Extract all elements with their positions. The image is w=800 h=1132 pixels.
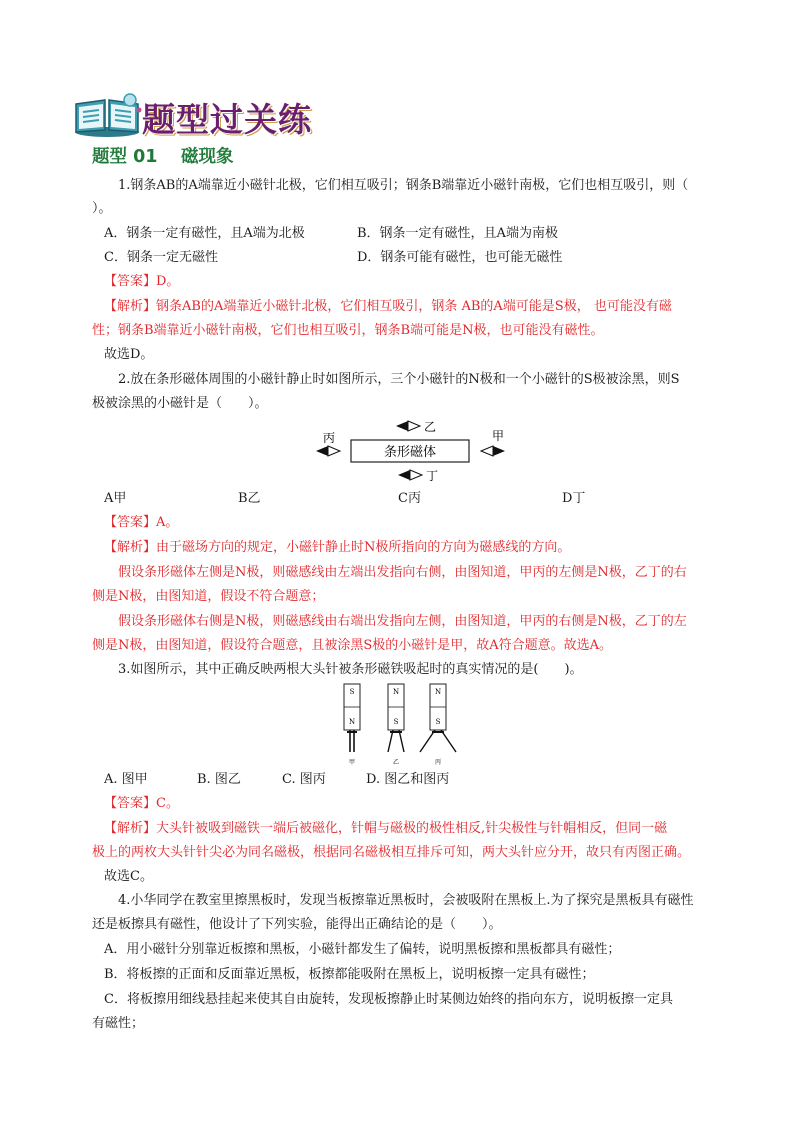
option-c: C．将板擦用细线悬挂起来使其自由旋转，发现板擦静止时某侧边始终的指向东方，说明板擦一定具	[104, 992, 673, 1007]
conclusion: 故选D。	[104, 347, 154, 362]
analysis: 【解析】大头针被吸到磁铁一端后被磁化，针帽与磁极的极性相反,针尖极性与针帽相反，但同一磁	[104, 821, 668, 836]
bar-magnet-figure	[313, 418, 533, 484]
analysis: 性；钢条B端靠近小磁针南极，它们也相互吸引，钢条B端可能是N极，也可能没有磁性。	[92, 323, 604, 338]
pins-magnet-figure	[330, 682, 470, 766]
analysis: 【解析】钢条AB的A端靠近小磁针北极，它们相互吸引，钢条 AB的A端可能是S极， 也可能没有磁	[104, 299, 672, 314]
compass-needle-bing	[316, 446, 340, 456]
question-stem: 1.钢条AB的A端靠近小磁针北极，它们相互吸引；钢条B端靠近小磁针南极，它们也相互吸引，则（	[118, 178, 689, 193]
option-d: D丁	[562, 491, 586, 506]
compass-needle-yi	[396, 421, 420, 431]
option-d: D．钢条可能有磁性，也可能无磁性	[357, 250, 563, 265]
label-bing: 丙	[323, 431, 336, 445]
book-icon	[72, 92, 142, 138]
question-stem: 4.小华同学在教室里擦黑板时，发现当板擦靠近黑板时，会被吸附在黑板上.为了探究是黑板具有磁性	[118, 893, 694, 908]
svg-text:N: N	[348, 718, 356, 726]
caption-yi: 乙	[392, 759, 400, 766]
answer: 【答案】C。	[104, 796, 179, 811]
option-a: A. 图甲	[104, 772, 148, 787]
magnet-bing	[420, 684, 456, 766]
svg-text:S: S	[393, 718, 399, 726]
analysis: 侧是N极，由图知道，假设符合题意，且被涂黑S极的小磁针是甲，故A符合题意。故选A。	[92, 638, 613, 653]
caption-jia: 甲	[348, 759, 356, 766]
magnet-label: 条形磁体	[383, 445, 437, 460]
option-b: B．将板擦的正面和反面靠近黑板，板擦都能吸附在黑板上，说明板擦一定具有磁性；	[104, 967, 595, 982]
option-c: 有磁性；	[92, 1016, 145, 1031]
label-ding: 丁	[426, 469, 439, 483]
analysis: 假设条形磁体右侧是N极，则磁感线由右端出发指向左侧，由图知道，甲丙的右侧是N极，乙丁的左	[118, 614, 687, 629]
option-a: A甲	[104, 491, 127, 506]
svg-text:N: N	[434, 688, 442, 696]
section-subtitle: 题型 01 磁现象	[92, 147, 234, 167]
option-a: A．用小磁针分别靠近板擦和黑板，小磁针都发生了偏转，说明黑板擦和黑板都具有磁性；	[104, 942, 621, 957]
analysis: 假设条形磁体左侧是N极，则磁感线由左端出发指向右侧，由图知道，甲丙的左侧是N极，乙丁的右	[118, 565, 687, 580]
conclusion: 故选C。	[104, 869, 153, 884]
analysis: 【解析】由于磁场方向的规定，小磁针静止时N极所指向的方向为磁感线的方向。	[104, 540, 571, 555]
question-stem: 还是板擦具有磁性，他设计了下列实验，能得出正确结论的是（ ）。	[92, 917, 502, 932]
option-a: A．钢条一定有磁性，且A端为北极	[104, 226, 305, 241]
analysis: 极上的两枚大头针针尖必为同名磁极，根据同名磁极相互排斥可知，两大头针应分开，故只有丙图正确。	[92, 845, 691, 860]
option-d: D. 图乙和图丙	[366, 772, 450, 787]
question-stem: 3.如图所示，其中正确反映两根大头针被条形磁铁吸起时的真实情况的是( )。	[118, 662, 583, 677]
page-title: 题型过关练	[142, 100, 312, 139]
caption-bing: 丙	[434, 759, 442, 766]
answer: 【答案】D。	[104, 274, 180, 289]
option-c: C丙	[398, 491, 421, 506]
question-stem: 2.放在条形磁体周围的小磁针静止时如图所示，三个小磁针的N极和一个小磁针的S极被涂黑，则S	[118, 372, 680, 387]
option-c: C. 图丙	[282, 772, 326, 787]
question-stem: 极被涂黑的小磁针是（ ）。	[92, 396, 268, 411]
svg-text:N: N	[392, 688, 400, 696]
compass-needle-ding	[398, 470, 422, 480]
magnet-jia	[344, 684, 360, 766]
analysis: 侧是N极，由图知道，假设不符合题意；	[92, 589, 325, 604]
magnet-yi	[388, 684, 404, 766]
answer: 【答案】A。	[104, 515, 179, 530]
option-b: B. 图乙	[197, 772, 241, 787]
label-jia: 甲	[492, 429, 505, 443]
option-b: B乙	[238, 491, 261, 506]
svg-text:S: S	[349, 688, 355, 696]
question-stem: ）。	[92, 201, 112, 216]
label-yi: 乙	[424, 420, 437, 434]
compass-needle-jia	[481, 446, 505, 456]
option-c: C．钢条一定无磁性	[104, 250, 218, 265]
svg-text:S: S	[435, 718, 441, 726]
option-b: B．钢条一定有磁性，且A端为南极	[357, 226, 558, 241]
